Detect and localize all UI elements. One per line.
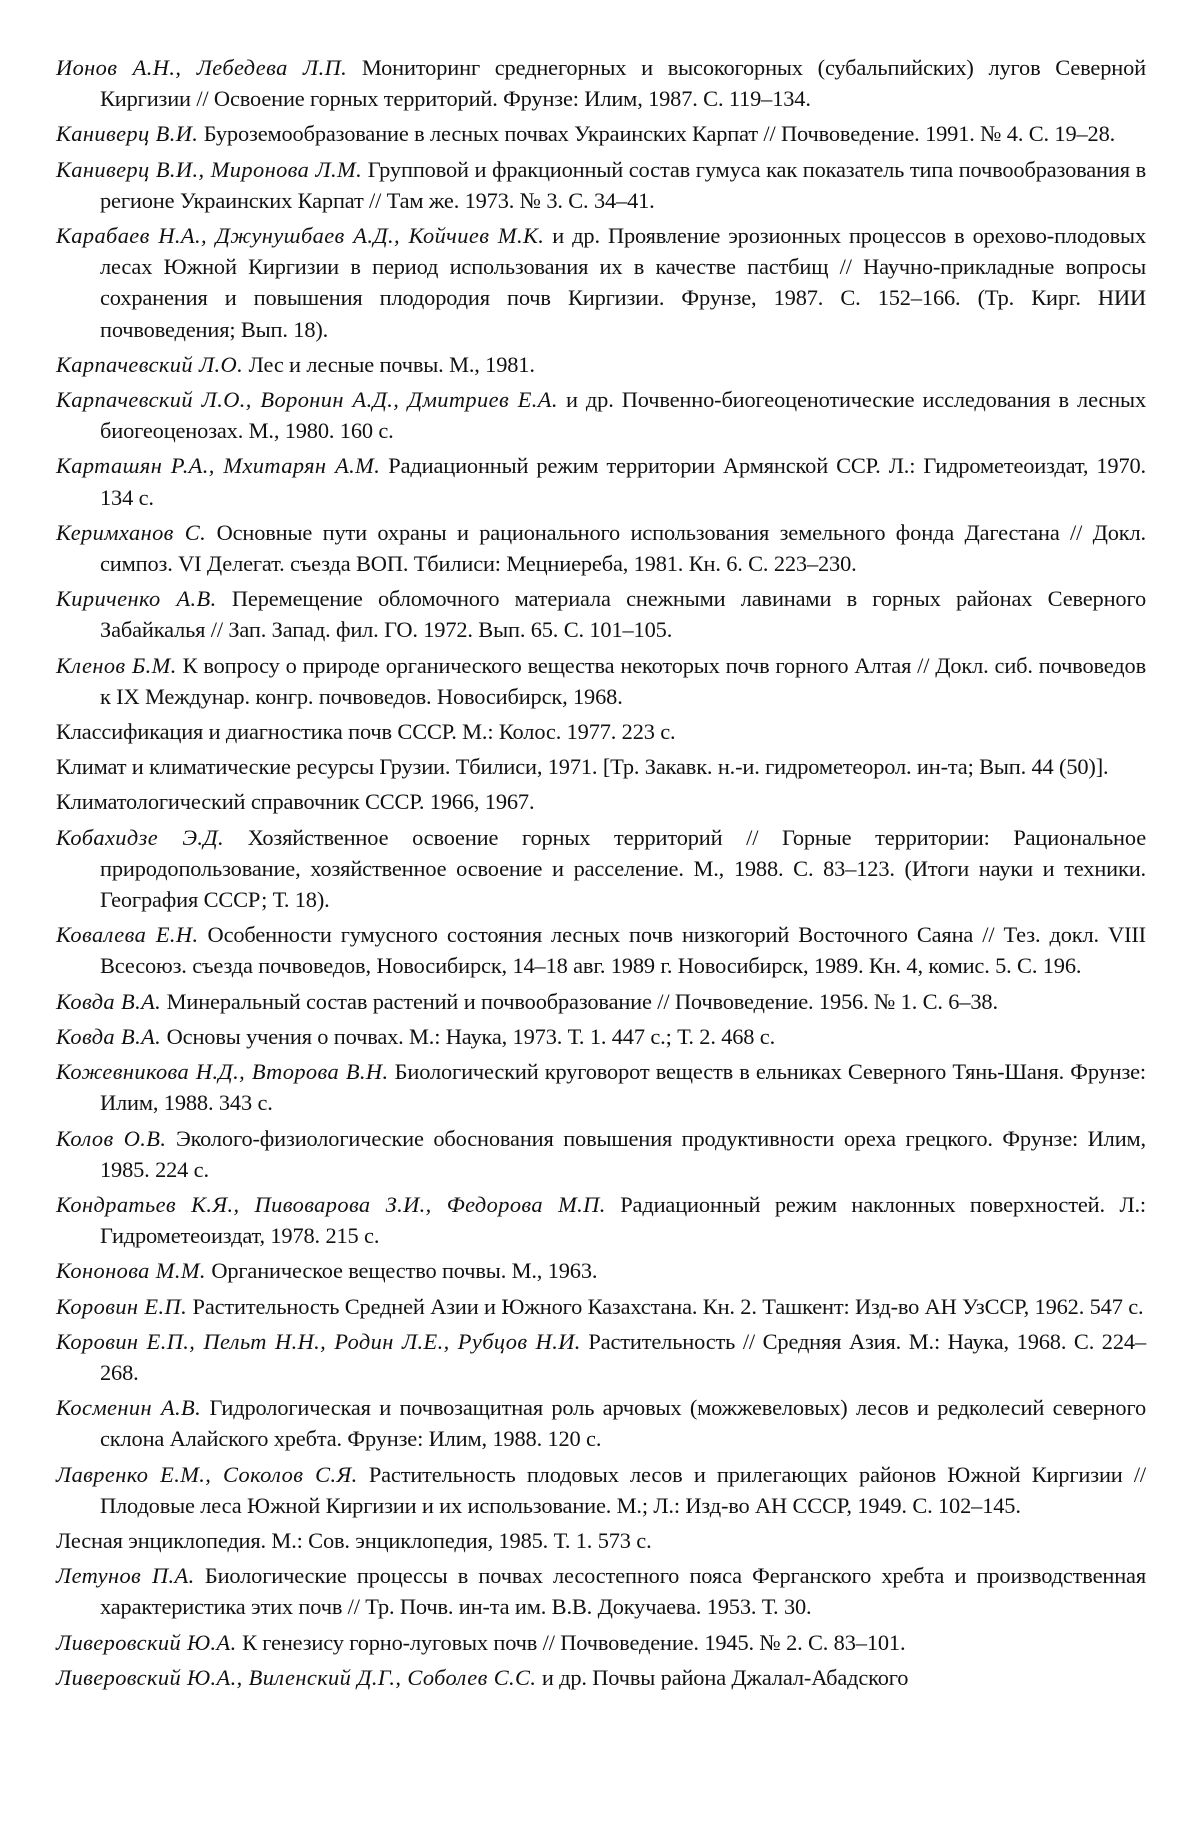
entry-text: Перемещение обломочного материала снежными лавинами в горных районах Северного Забайкалья // Зап. Запад. фил. ГО. 1972. Вып. 65. С. 101–105.	[100, 586, 1146, 643]
entry-text: Особенности гумусного состояния лесных почв низкогорий Восточного Саяна // Тез. докл. VIII Всесоюз. съезда почвоведов, Новосибирск, 14–18 авг. 1989 г. Новосибирск, 1989. Кн. 4, комис. 5. С. 196.	[100, 922, 1146, 979]
bibliography-entry	[56, 517, 1146, 579]
entry-author: Ливеровский Ю.А.	[56, 1629, 237, 1655]
bibliography-entry	[56, 650, 1146, 712]
bibliography-entry	[56, 220, 1146, 345]
entry-text: Лесная энциклопедия. М.: Сов. энциклопедия, 1985. Т. 1. 573 с.	[56, 1527, 652, 1553]
entry-author: Кожевникова Н.Д., Второва В.Н.	[56, 1059, 389, 1085]
entry-text: Основные пути охраны и рационального использования земельного фонда Дагестана // Докл. симпоз. VI Делегат. съезда ВОП. Тбилиси: Мецниереба, 1981. Кн. 6. С. 223–230.	[100, 519, 1147, 577]
entry-text: Основы учения о почвах. М.: Наука, 1973. Т. 1. 447 с.; Т. 2. 468 с.	[161, 1023, 776, 1049]
bibliography-entry	[56, 1560, 1146, 1622]
entry-author: Керимханов С.	[56, 519, 207, 545]
entry-text: Биологический круговорот веществ в ельниках Северного Тянь-Шаня. Фрунзе: Илим, 1988. 343 с.	[100, 1059, 1147, 1116]
entry-author: Летунов П.А.	[56, 1563, 195, 1589]
bibliography-entry	[56, 450, 1146, 512]
bibliography-entry	[56, 822, 1146, 916]
entry-author: Кондратьев К.Я., Пивоварова З.И., Федорова М.П.	[56, 1191, 606, 1217]
bibliography-entry	[56, 583, 1146, 645]
bibliography-entry	[56, 1326, 1146, 1388]
entry-text: Радиационный режим наклонных поверхностей. Л.: Гидрометеоиздат, 1978. 215 с.	[100, 1191, 1146, 1249]
entry-text: Радиационный режим территории Армянской ССР. Л.: Гидрометеоиздат, 1970. 134 с.	[100, 453, 1146, 510]
bibliography-list	[56, 52, 1146, 1693]
entry-text: Органическое вещество почвы. М., 1963.	[205, 1258, 598, 1284]
entry-text: Растительность плодовых лесов и прилегающих районов Южной Киргизии // Плодовые леса Южной Киргизии и их использование. М.; Л.: Изд-во АН СССР, 1949. С. 102–145.	[100, 1461, 1146, 1518]
bibliography-entry	[56, 384, 1146, 446]
entry-author: Карпачевский Л.О., Воронин А.Д., Дмитриев Е.А.	[56, 387, 558, 413]
bibliography-entry	[56, 716, 1146, 747]
entry-text: К вопросу о природе органического вещества некоторых почв горного Алтая // Докл. сиб. почвоведов к IX Междунар. конгр. почвоведов. Новосибирск, 1968.	[100, 652, 1146, 709]
entry-text: Растительность // Средняя Азия. М.: Наука, 1968. С. 224–268.	[100, 1328, 1146, 1385]
entry-author: Ливеровский Ю.А., Виленский Д.Г., Соболев С.С.	[56, 1664, 537, 1690]
entry-author: Каниверц В.И., Миронова Л.М.	[56, 156, 363, 182]
bibliography-entry	[56, 919, 1146, 981]
entry-author: Каниверц В.И.	[56, 121, 199, 147]
bibliography-entry	[56, 1662, 1146, 1693]
bibliography-entry	[56, 1392, 1146, 1454]
bibliography-entry	[56, 1021, 1146, 1052]
entry-text: Мониторинг среднегорных и высокогорных (субальпийских) лугов Северной Киргизии // Освоение горных территорий. Фрунзе: Илим, 1987. С. 119–134.	[100, 55, 1146, 112]
entry-text: Хозяйственное освоение горных территорий // Горные территории: Рациональное природопользование, хозяйственное освоение и расселение. М., 1988. С. 83–123. (Итоги науки и техники. География СССР; Т. 18).	[100, 824, 1146, 913]
bibliography-entry	[56, 349, 1146, 380]
entry-author: Карташян Р.А., Мхитарян А.М.	[56, 453, 381, 479]
bibliography-entry	[56, 1123, 1146, 1185]
entry-text: Эколого-физиологические обоснования повышения продуктивности ореха грецкого. Фрунзе: Илим, 1985. 224 с.	[100, 1125, 1147, 1182]
bibliography-entry	[56, 1056, 1146, 1118]
entry-author: Ковда В.А.	[56, 988, 162, 1014]
entry-text: Групповой и фракционный состав гумуса как показатель типа почвообразования в регионе Украинских Карпат // Там же. 1973. № 3. С. 34–41.	[100, 156, 1146, 213]
entry-text: Лес и лесные почвы. М., 1981.	[243, 351, 535, 377]
entry-text: и др. Почвенно-биогеоценотические исследования в лесных биогеоценозах. М., 1980. 160 с.	[100, 387, 1146, 444]
entry-author: Карабаев Н.А., Джунушбаев А.Д., Койчиев М.К.	[56, 223, 545, 249]
entry-author: Коровин Е.П.	[56, 1293, 188, 1319]
entry-author: Кленов Б.М.	[56, 652, 177, 678]
bibliography-entry	[56, 786, 1146, 817]
bibliography-entry	[56, 1291, 1146, 1322]
entry-author: Ионов А.Н., Лебедева Л.П.	[56, 55, 348, 80]
bibliography-entry	[56, 751, 1146, 782]
entry-text: Гидрологическая и почвозащитная роль арчовых (можжевеловых) лесов и редколесий северного склона Алайского хребта. Фрунзе: Илим, 1988. 120 с.	[100, 1395, 1146, 1452]
entry-text: Буроземообразование в лесных почвах Украинских Карпат // Почвоведение. 1991. № 4. С. 19–28.	[198, 121, 1116, 147]
entry-text: Минеральный состав растений и почвообразование // Почвоведение. 1956. № 1. С. 6–38.	[161, 988, 998, 1014]
entry-author: Ковалева Е.Н.	[56, 922, 199, 948]
entry-text: Климат и климатические ресурсы Грузии. Тбилиси, 1971. [Тр. Закавк. н.-и. гидрометеорол. ин-та; Вып. 44 (50)].	[56, 754, 1109, 780]
entry-author: Карпачевский Л.О.	[56, 351, 244, 377]
entry-author: Ковда В.А.	[56, 1023, 162, 1049]
bibliography-entry	[56, 1189, 1146, 1251]
bibliography-page	[56, 52, 1146, 1697]
bibliography-entry	[56, 1525, 1146, 1556]
entry-text: и др. Почвы района Джалал-Абадского	[536, 1664, 909, 1690]
entry-text: и др. Проявление эрозионных процессов в орехово-плодовых лесах Южной Киргизии в период использования их в качестве пастбищ // Научно-прикладные вопросы сохранения и повышения плодородия почв Киргизии. Фрунзе, 1987. С. 152–166. (Тр. Кирг. НИИ почвоведения; Вып. 18).	[100, 223, 1146, 342]
entry-text: К генезису горно-луговых почв // Почвоведение. 1945. № 2. С. 83–101.	[236, 1629, 906, 1655]
entry-author: Кириченко А.В.	[56, 586, 217, 612]
entry-text: Растительность Средней Азии и Южного Казахстана. Кн. 2. Ташкент: Изд-во АН УзССР, 1962. 547 с.	[187, 1293, 1144, 1319]
entry-author: Кобахидзе Э.Д.	[56, 824, 225, 850]
entry-author: Колов О.В.	[56, 1125, 167, 1151]
entry-text: Биологические процессы в почвах лесостепного пояса Ферганского хребта и производственная характеристика этих почв // Тр. Почв. ин-та им. В.В. Докучаева. 1953. Т. 30.	[100, 1563, 1146, 1620]
entry-author: Лавренко Е.М., Соколов С.Я.	[56, 1461, 358, 1487]
bibliography-entry	[56, 1459, 1146, 1521]
entry-author: Косменин А.В.	[56, 1395, 202, 1421]
bibliography-entry	[56, 1255, 1146, 1286]
entry-author: Кононова М.М.	[56, 1258, 206, 1284]
entry-text: Климатологический справочник СССР. 1966, 1967.	[56, 789, 535, 815]
bibliography-entry	[56, 52, 1146, 114]
bibliography-entry	[56, 154, 1146, 216]
bibliography-entry	[56, 986, 1146, 1017]
bibliography-entry	[56, 118, 1146, 149]
bibliography-entry	[56, 1627, 1146, 1658]
entry-text: Классификация и диагностика почв СССР. М.: Колос. 1977. 223 с.	[56, 719, 676, 745]
entry-author: Коровин Е.П., Пельт Н.Н., Родин Л.Е., Рубцов Н.И.	[56, 1328, 581, 1354]
